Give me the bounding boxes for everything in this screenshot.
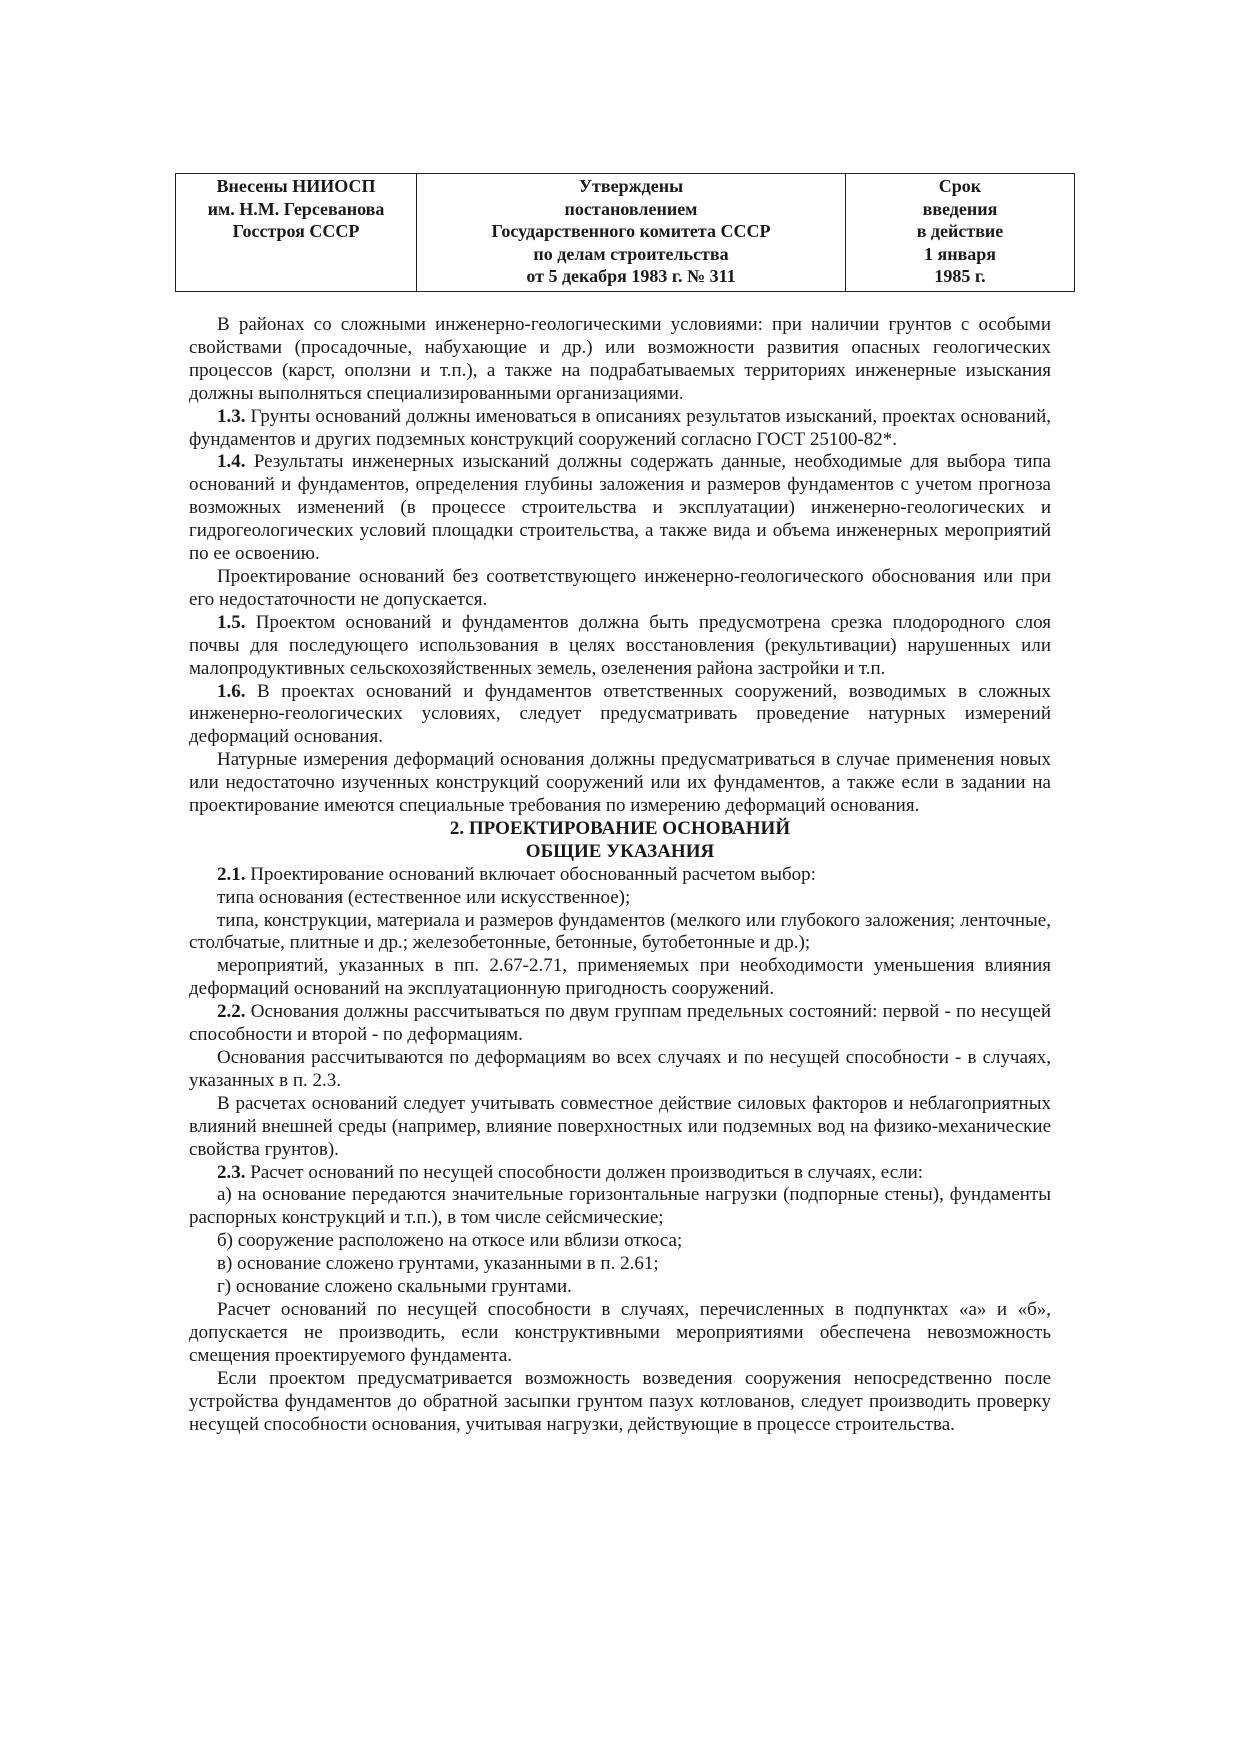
clause-text: Результаты инженерных изысканий должны содержать данные, необходимые для выбора типа оснований и фундаментов, определения глубины заложения и размеров фундаментов с учетом прогноза возможных изменений (в процессе строительства и эксплуатации) инженерно-геологических и гидрогеологических условий площадки строительства, а также вида и объема инженерных мероприятий по ее освоению. (189, 451, 1051, 565)
clause-text: В проектах оснований и фундаментов ответственных сооружений, возводимых в сложных инженерно-геологических условиях, следует предусматривать проведение натурных измерений деформаций основания. (189, 680, 1051, 748)
approved-by-line: по делам строительства (533, 243, 729, 264)
approved-by-line: от 5 декабря 1983 г. № 311 (526, 266, 736, 286)
document-body (189, 314, 1051, 1436)
introduced-by-line: Госстроя СССР (232, 221, 360, 241)
list-item (189, 1253, 1051, 1276)
approved-by-line: постановлением (564, 198, 698, 219)
list-item-text: г) основание сложено скальными грунтами. (217, 1276, 572, 1298)
clause-number: 1.4. (217, 451, 246, 473)
clause-number: 1.3. (217, 405, 246, 427)
paragraph-text: Проектирование оснований без соответствующего инженерно-геологического обоснования или при его недостаточности не допускается. (189, 565, 1051, 610)
clause-text: Грунты оснований должны именоваться в описаниях результатов изысканий, проектах оснований, фундаментов и других подземных конструкций сооружений согласно ГОСТ 25100-82*. (189, 405, 1051, 450)
clause-number: 2.3. (217, 1161, 246, 1183)
clause-text: Проектирование оснований включает обоснованный расчетом выбор: (245, 863, 816, 885)
list-item (189, 1230, 1051, 1253)
clause-number: 2.2. (217, 1001, 246, 1023)
paragraph (189, 566, 1051, 612)
effective-date-line: введения (922, 198, 998, 219)
introduced-by-line: им. Н.М. Герсеванова (207, 198, 385, 219)
approved-by-line: Утверждены (578, 176, 684, 196)
list-item (189, 887, 1051, 910)
effective-date-line: 1985 г. (934, 266, 986, 286)
list-item-text: а) на основание передаются значительные горизонтальные нагрузки (подпорные стены), фундаменты распорных конструкций и т.п.), в том числе сейсмические; (189, 1184, 1051, 1229)
effective-date-line: в действие (916, 221, 1004, 241)
paragraph-text: В расчетах оснований следует учитывать совместное действие силовых факторов и неблагоприятных влияний внешней среды (например, влияние поверхностных или подземных вод на физико-механические свойства грунтов). (189, 1092, 1051, 1160)
section-title: 2. ПРОЕКТИРОВАНИЕ ОСНОВАНИЙ (449, 817, 791, 839)
clause-2-3 (189, 1162, 1051, 1185)
paragraph-text: Натурные измерения деформаций основания должны предусматриваться в случае применения новых или недостаточно изученных конструкций сооружений или их фундаментов, а также если в задании на проектирование имеются специальные требования по измерению деформаций основания. (189, 749, 1051, 817)
approved-by-cell (417, 174, 846, 292)
paragraph (189, 1047, 1051, 1093)
clause-text: Проектом оснований и фундаментов должна быть предусмотрена срезка плодородного слоя почвы для последующего использования в целях восстановления (рекультивации) нарушенных или малопродуктивных сельскохозяйственных земель, озеленения района застройки и т.п. (189, 611, 1051, 679)
approved-by-line: Государственного комитета СССР (491, 221, 771, 241)
list-item (189, 1276, 1051, 1299)
paragraph-text: В районах со сложными инженерно-геологическими условиями: при наличии грунтов с особыми свойствами (просадочные, набухающие и др.) или возможности развития опасных геологических процессов (карст, оползни и т.п.), а также на подрабатываемых территориях инженерные изыскания должны выполняться специализированными организациями. (189, 314, 1051, 404)
paragraph-text: Если проектом предусматривается возможность возведения сооружения непосредственно после устройства фундаментов до обратной засыпки грунтом пазух котлованов, следует производить проверку несущей способности основания, учитывая нагрузки, действующие в процессе строительства. (189, 1367, 1051, 1435)
list-item (189, 955, 1051, 1001)
paragraph (189, 1368, 1051, 1437)
clause-number: 1.6. (217, 680, 246, 702)
list-item (189, 910, 1051, 956)
list-item-text: типа основания (естественное или искусственное); (217, 886, 631, 908)
introduced-by-line: Внесены НИИОСП (216, 176, 376, 196)
clause-number: 2.1. (217, 863, 246, 885)
list-item-text: б) сооружение расположено на откосе или вблизи откоса; (217, 1230, 683, 1252)
clause-1-3 (189, 406, 1051, 452)
list-item-text: типа, конструкции, материала и размеров фундаментов (мелкого или глубокого заложения; ленточные, столбчатые, плитные и др.; железобетонные, бетонные, бутобетонные и др.); (189, 909, 1051, 954)
approval-header-table (175, 173, 1075, 292)
clause-text: Основания должны рассчитываться по двум группам предельных состояний: первой - по несущей способности и второй - по деформациям. (189, 1001, 1051, 1046)
effective-date-cell (846, 174, 1075, 292)
clause-2-1 (189, 864, 1051, 887)
list-item (189, 1184, 1051, 1230)
subsection-title: ОБЩИЕ УКАЗАНИЯ (525, 840, 715, 862)
clause-text: Расчет оснований по несущей способности должен производиться в случаях, если: (245, 1161, 924, 1183)
paragraph-text: Расчет оснований по несущей способности в случаях, перечисленных в подпунктах «а» и «б», допускается не производить, если конструктивными мероприятиями обеспечена невозможность смещения проектируемого фундамента. (189, 1298, 1051, 1366)
clause-1-5 (189, 612, 1051, 681)
list-item-text: в) основание сложено грунтами, указанными в п. 2.61; (217, 1253, 659, 1275)
introduced-by-cell (176, 174, 417, 292)
paragraph (189, 1299, 1051, 1368)
clause-1-6 (189, 681, 1051, 750)
clause-number: 1.5. (217, 611, 246, 633)
paragraph (189, 314, 1051, 406)
paragraph (189, 1093, 1051, 1162)
paragraph-text: Основания рассчитываются по деформациям во всех случаях и по несущей способности - в случаях, указанных в п. 2.3. (189, 1047, 1051, 1091)
effective-date-line: Срок (938, 176, 982, 196)
effective-date-line: 1 января (923, 243, 997, 264)
clause-1-4 (189, 451, 1051, 566)
list-item-text: мероприятий, указанных в пп. 2.67-2.71, применяемых при необходимости уменьшения влияния деформаций оснований на эксплуатационную пригодность сооружений. (189, 955, 1051, 1000)
clause-2-2 (189, 1001, 1051, 1047)
paragraph (189, 749, 1051, 818)
